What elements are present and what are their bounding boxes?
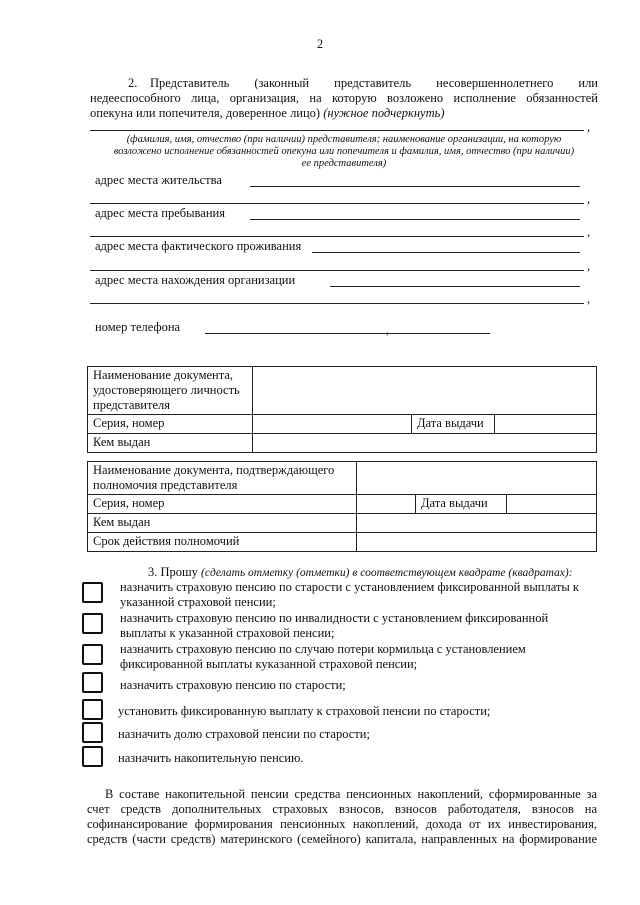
phone-label: номер телефона	[95, 320, 181, 334]
id-doc-title-1: Наименование документа,	[93, 368, 234, 382]
address-actual-field[interactable]	[312, 252, 580, 253]
section3-heading	[148, 565, 573, 581]
address-org-field[interactable]	[330, 286, 580, 287]
auth-doc-issued-field[interactable]	[357, 514, 597, 533]
address-residence-field[interactable]	[250, 186, 580, 187]
section2-intro-italic: (нужное подчеркнуть)	[323, 106, 445, 120]
id-doc-title-2: удостоверяющего личность	[93, 383, 240, 397]
address-actual-field-2[interactable]	[90, 270, 584, 271]
auth-doc-series-field[interactable]	[357, 495, 416, 514]
comma-5: ,	[587, 292, 591, 306]
auth-doc-validity-label: Срок действия полномочий	[88, 533, 357, 552]
id-doc-name-field[interactable]	[253, 367, 597, 415]
option-old-age-share: назначить долю страховой пенсии по старости;	[118, 727, 370, 741]
closing-line-1: В составе накопительной пенсии средства пенсионных накоплений, сформированные за	[105, 787, 597, 801]
section2-intro-line3	[90, 106, 598, 121]
comma-2: ,	[587, 192, 591, 206]
section2-intro-line1: Представитель (законный представитель несовершеннолетнего или	[150, 76, 598, 90]
address-stay-label: адрес места пребывания	[95, 206, 225, 220]
section2-intro-plain: опекуна или попечителя, доверенное лицо)	[90, 106, 321, 120]
checkbox-old-age[interactable]	[82, 672, 103, 693]
auth-doc-series-label: Серия, номер	[88, 495, 357, 514]
option-2-line-2: выплаты к указанной страховой пенсии;	[120, 626, 335, 640]
checkbox-old-age-with-fixed[interactable]	[82, 582, 103, 603]
option-old-age-with-fixed	[120, 580, 600, 610]
checkbox-fixed-payment[interactable]	[82, 699, 103, 720]
id-doc-issued-field[interactable]	[253, 434, 597, 453]
auth-doc-title-1: Наименование документа, подтверждающего	[93, 463, 335, 477]
auth-doc-name-field[interactable]	[357, 462, 597, 495]
comma-4: ,	[587, 259, 591, 273]
caption-line-1: (фамилия, имя, отчество (при наличии) представителя; наименование организации, на которую	[126, 134, 562, 145]
comma-6: ,	[386, 323, 390, 337]
closing-line-2: счет средств дополнительных страховых взносов, взносов работодателя, взносов на	[87, 802, 597, 816]
option-3-line-2: фиксированной выплаты куказанной страховой пенсии;	[120, 657, 418, 671]
auth-doc-title-2: полномочия представителя	[93, 478, 238, 492]
address-org-field-2[interactable]	[90, 303, 584, 304]
caption-line-3: ее представителя)	[301, 158, 387, 169]
address-actual-label: адрес места фактического проживания	[95, 239, 302, 253]
phone-field[interactable]	[205, 333, 490, 334]
option-2-line-1: назначить страховую пенсию по инвалидности с установлением фиксированной	[120, 611, 549, 625]
id-doc-issued-label: Кем выдан	[88, 434, 253, 453]
id-doc-date-label: Дата выдачи	[412, 415, 495, 434]
auth-doc-validity-field[interactable]	[357, 533, 597, 552]
authority-document-table	[87, 461, 597, 552]
option-survivor-with-fixed	[120, 642, 600, 672]
option-funded-pension: назначить накопительную пенсию.	[118, 751, 304, 765]
checkbox-disability-with-fixed[interactable]	[82, 613, 103, 634]
address-stay-field[interactable]	[250, 219, 580, 220]
section2-intro-line2: недееспособного лица, организация, на которую возложено исполнение обязанностей	[90, 91, 598, 105]
option-fixed-payment: установить фиксированную выплату к страховой пенсии по старости;	[118, 704, 491, 718]
address-org-label: адрес места нахождения организации	[95, 273, 296, 287]
id-doc-series-label: Серия, номер	[88, 415, 253, 434]
auth-doc-date-label: Дата выдачи	[416, 495, 507, 514]
address-stay-field-2[interactable]	[90, 236, 584, 237]
closing-line-3: софинансирование формирования пенсионных накоплений, дохода от их инвестирования,	[87, 817, 597, 831]
section2-number: 2.	[128, 76, 138, 90]
caption-line-2: возложено исполнение обязанностей опекуна или попечителя и фамилия, имя, отчество (при наличии)	[113, 146, 575, 157]
comma-1: ,	[587, 120, 591, 134]
section2-intro	[90, 76, 598, 121]
closing-line-4: средств (части средств) материнского (семейного) капитала, направленных на формирование	[87, 832, 597, 846]
option-disability-with-fixed	[120, 611, 600, 641]
page-number: 2	[316, 37, 324, 51]
comma-3: ,	[587, 225, 591, 239]
section3-lead: 3. Прошу	[148, 565, 198, 579]
id-document-table	[87, 366, 597, 453]
checkbox-funded-pension[interactable]	[82, 746, 103, 767]
id-doc-series-field[interactable]	[253, 415, 412, 434]
option-1-line-1: назначить страховую пенсию по старости с установлением фиксированной выплаты к	[120, 580, 579, 594]
representative-caption	[90, 134, 598, 170]
option-3-line-1: назначить страховую пенсию по случаю потери кормильца с установлением	[120, 642, 526, 656]
auth-doc-title-cell	[88, 462, 357, 495]
checkbox-old-age-share[interactable]	[82, 722, 103, 743]
closing-paragraph	[87, 787, 597, 847]
id-doc-title-3: представителя	[93, 398, 170, 412]
auth-doc-date-field[interactable]	[507, 495, 597, 514]
option-1-line-2: указанной страховой пенсии;	[120, 595, 276, 609]
representative-name-line[interactable]	[90, 130, 584, 131]
section3-hint: (сделать отметку (отметки) в соответствующем квадрате (квадратах):	[201, 567, 573, 579]
address-residence-field-2[interactable]	[90, 203, 584, 204]
address-residence-label: адрес места жительства	[95, 173, 222, 187]
checkbox-survivor-with-fixed[interactable]	[82, 644, 103, 665]
id-doc-date-field[interactable]	[495, 415, 597, 434]
auth-doc-issued-label: Кем выдан	[88, 514, 357, 533]
id-doc-title-cell	[88, 367, 253, 415]
option-old-age: назначить страховую пенсию по старости;	[120, 678, 346, 692]
